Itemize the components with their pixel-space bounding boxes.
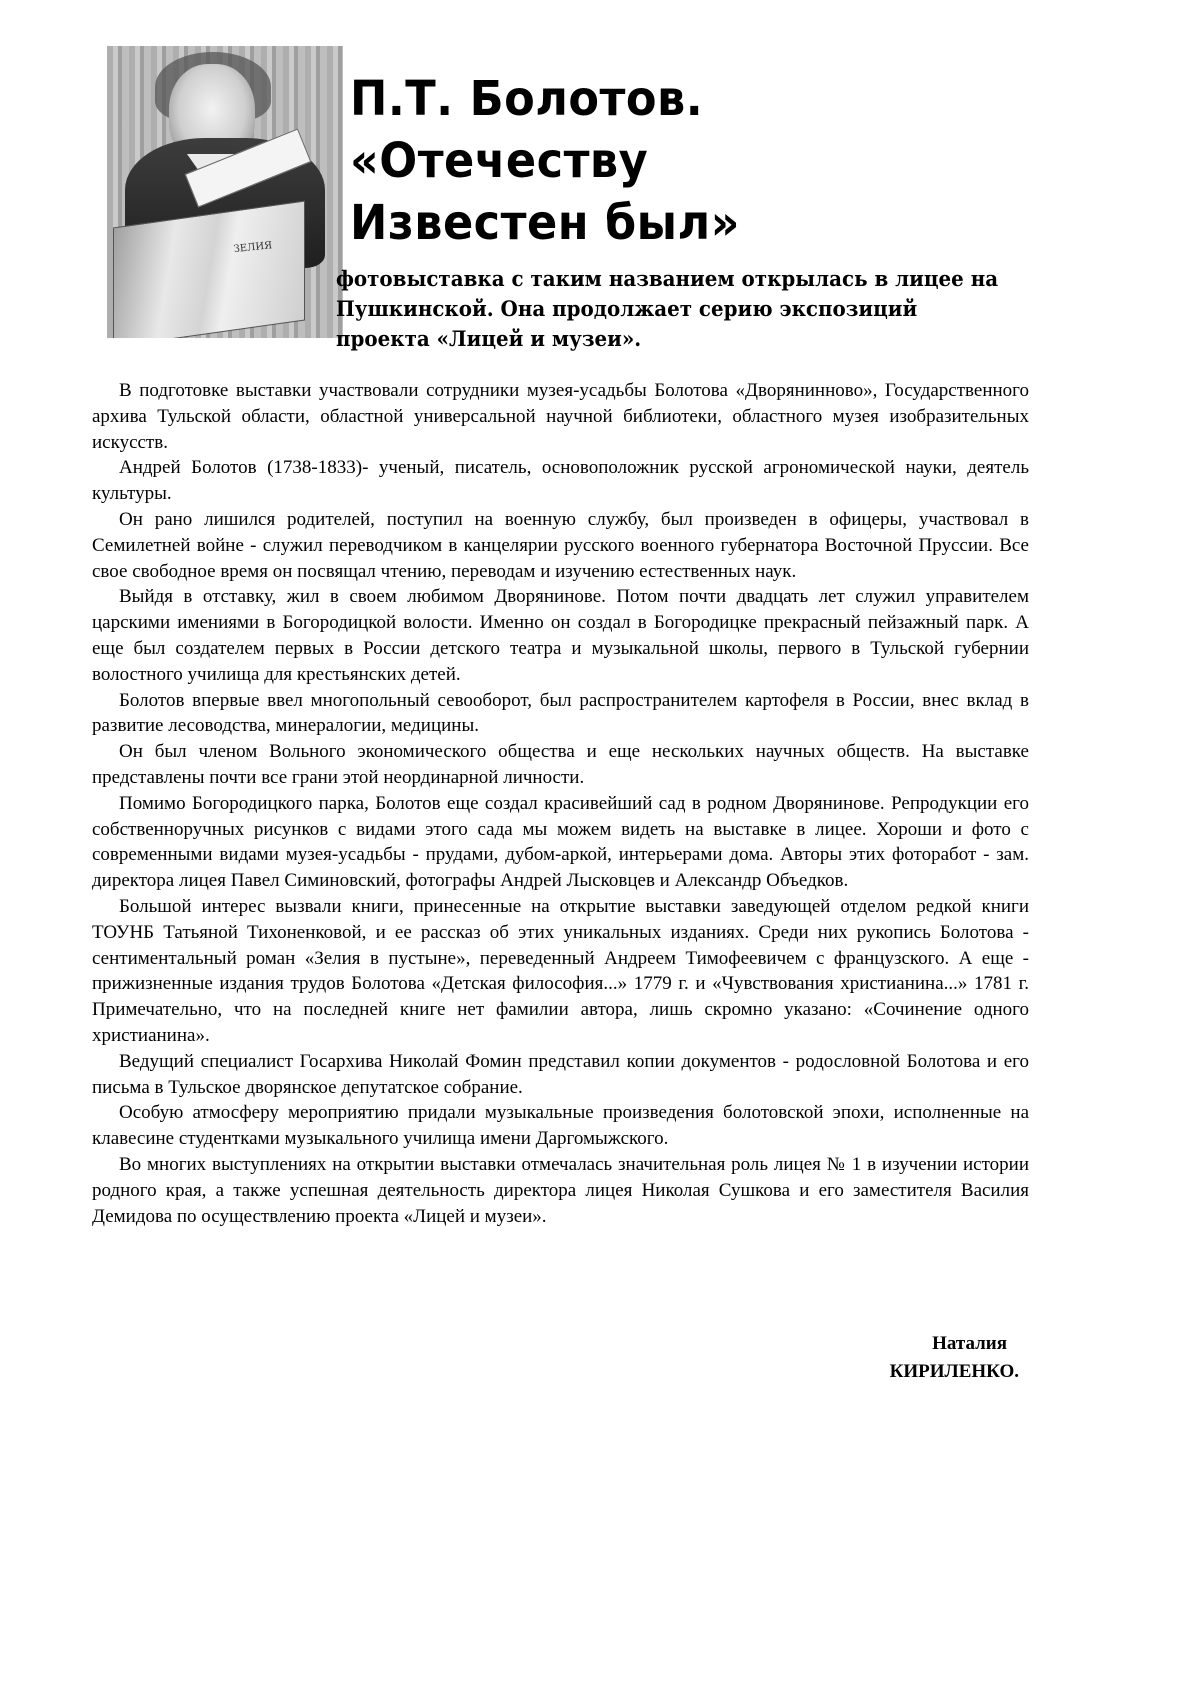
article-paragraph: Помимо Богородицкого парка, Болотов еще создал красивейший сад в родном Дворянинове. Репродукции его собственноручных рисунков с видами этого сада мы можем видеть на выставке в лицее. Хороши и фото с современными видами музея-усадьбы - прудами, дубом-аркой, интерьерами дома. Авторы этих фоторабот - зам. директора лицея Павел Симиновский, фотографы Андрей Лысковцев и Александр Объедков. [92,792,1029,892]
author-signature [890,1330,1019,1386]
article-body [92,378,1029,1229]
article-title [350,68,945,254]
author-first-name: Наталия [932,1333,1007,1354]
article-paragraph: Ведущий специалист Госархива Николай Фомин представил копии документов - родословной Болотова и его письма в Тульское дворянское депутатское собрание. [92,1050,1029,1098]
article-subtitle: фотовыставка с таким названием открылась в лицее на Пушкинской. Она продолжает серию экспозиций проекта «Лицей и музеи». [336,266,999,351]
title-line-2: «Отечеству [350,133,649,189]
article-paragraph: Большой интерес вызвали книги, принесенные на открытие выставки заведующей отделом редкой книги ТОУНБ Татьяной Тихоненковой, и ее рассказ об этих уникальных изданиях. Среди них рукопись Болотова - сентиментальный роман «Зелия в пустыне», переведенный Андреем Тимофеевичем с французского. А еще - прижизненные издания трудов Болотова «Детская философия...» 1779 г. и «Чувствования христианина...» 1781 г. Примечательно, что на последней книге нет фамилии автора, лишь скромно указано: «Сочинение одного христианина». [92,895,1029,1046]
title-line-3: Известен был» [350,195,740,251]
article-paragraph: Андрей Болотов (1738-1833)- ученый, писатель, основоположник русской агрономической науки, деятель культуры. [92,457,1029,505]
article-paragraph: Болотов впервые ввел многопольный севооборот, был распространителем картофеля в России, внес вклад в развитие лесоводства, минералогии, медицины. [92,689,1029,737]
article-paragraph: Во многих выступлениях на открытии выставки отмечалась значительная роль лицея № 1 в изучении истории родного края, а также успешная деятельность директора лицея Николая Сушкова и его заместителя Василия Демидова по осуществлению проекта «Лицей и музеи». [92,1153,1029,1227]
article-paragraph: Особую атмосферу мероприятию придали музыкальные произведения болотовской эпохи, исполненные на клавесине студентками музыкального училища имени Даргомыжского. [92,1102,1029,1150]
bolotov-portrait-image [107,46,343,338]
article-paragraph: В подготовке выставки участвовали сотрудники музея-усадьбы Болотова «Дворянинново», Государственного архива Тульской области, областной универсальной научной библиотеки, областного музея изобразительных искусств. [92,380,1029,453]
open-book-title: ЗЕЛИЯ [233,240,273,256]
author-last-name: КИРИЛЕНКО. [889,1361,1019,1382]
article-paragraph: Выйдя в отставку, жил в своем любимом Дворянинове. Потом почти двадцать лет служил управителем царскими имениями в Богородицкой волости. Именно он создал в Богородицке прекрасный пейзажный парк. А еще был создателем первых в России детского театра и музыкальной школы, первого в Тульской губернии волостного училища для крестьянских детей. [92,586,1029,685]
article-paragraph: Он рано лишился родителей, поступил на военную службу, был произведен в офицеры, участвовал в Семилетней войне - служил переводчиком в канцелярии русского военного губернатора Восточной Пруссии. Все свое свободное время он посвящал чтению, переводам и изучению естественных наук. [92,508,1029,582]
title-line-1: П.Т. Болотов. [350,71,704,127]
article-paragraph: Он был членом Вольного экономического общества и еще нескольких научных обществ. На выставке представлены почти все грани этой неординарной личности. [92,741,1029,788]
